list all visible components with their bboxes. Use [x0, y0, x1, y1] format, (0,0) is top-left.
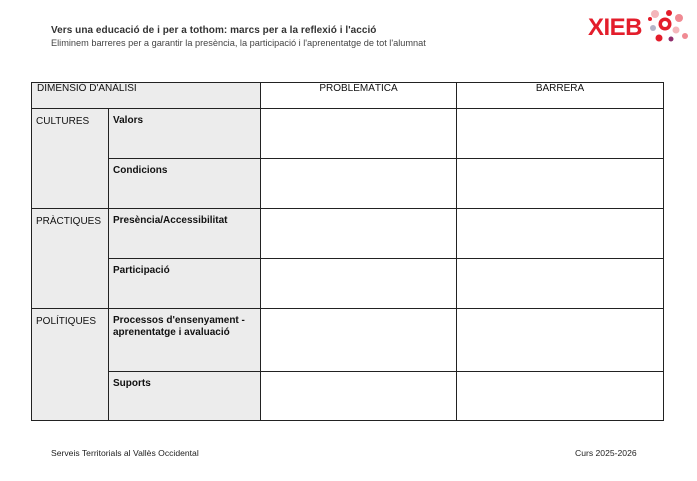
- table-row: [32, 109, 664, 159]
- cell-problematica[interactable]: [261, 159, 457, 209]
- document-subtitle: Eliminem barreres per a garantir la presència, la participació i l'aprenentatge de tot l'alumnat: [51, 38, 426, 48]
- header-dimension: DIMENSIÓ D'ANÀLISI: [32, 83, 261, 109]
- cell-barrera[interactable]: [457, 372, 664, 421]
- table-row: [32, 308, 664, 371]
- dimension-cultures: CULTURES: [32, 109, 109, 209]
- cell-problematica[interactable]: [261, 209, 457, 259]
- dimension-practiques: PRÀCTIQUES: [32, 209, 109, 309]
- table-row: [32, 259, 664, 309]
- dimension-politiques: POLÍTIQUES: [32, 308, 109, 420]
- header-barrera: BARRERA: [457, 83, 664, 109]
- cell-barrera[interactable]: [457, 109, 664, 159]
- sub-valors: Valors: [109, 109, 261, 159]
- logo-text: XIEB: [588, 14, 643, 41]
- sub-processos: Processos d'ensenyament - aprenentatge i avaluació: [109, 308, 261, 371]
- cell-barrera[interactable]: [457, 209, 664, 259]
- document-title: Vers una educació de i per a tothom: marcs per a la reflexió i l'acció: [51, 25, 377, 36]
- table-row: [32, 159, 664, 209]
- table-row: [32, 209, 664, 259]
- sub-presencia-accessibilitat: Presència/Accessibilitat: [109, 209, 261, 259]
- cell-problematica[interactable]: [261, 259, 457, 309]
- analysis-table: [31, 82, 664, 421]
- xieb-logo: [588, 8, 692, 44]
- table-row: [32, 372, 664, 421]
- table-header-row: [32, 83, 664, 109]
- footer-right: Curs 2025-2026: [575, 448, 637, 458]
- cell-problematica[interactable]: [261, 109, 457, 159]
- sub-suports: Suports: [109, 372, 261, 421]
- sub-participacio: Participació: [109, 259, 261, 309]
- cell-barrera[interactable]: [457, 308, 664, 371]
- cell-problematica[interactable]: [261, 372, 457, 421]
- footer-left: Serveis Territorials al Vallès Occidental: [51, 448, 199, 458]
- network-dots-icon: [645, 8, 691, 44]
- cell-barrera[interactable]: [457, 159, 664, 209]
- sub-condicions: Condicions: [109, 159, 261, 209]
- cell-barrera[interactable]: [457, 259, 664, 309]
- cell-problematica[interactable]: [261, 308, 457, 371]
- header-problematica: PROBLEMÀTICA: [261, 83, 457, 109]
